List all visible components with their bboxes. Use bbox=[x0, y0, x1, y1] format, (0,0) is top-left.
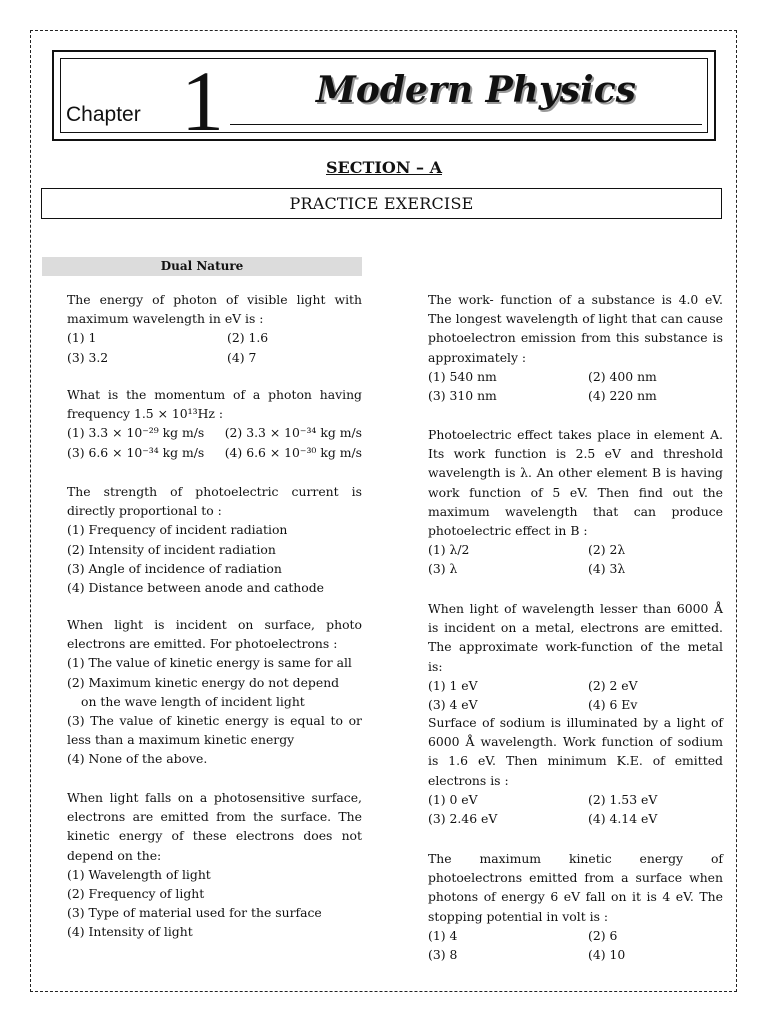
option: (4) 3λ bbox=[588, 561, 626, 577]
option: (1) 3.3 × 10⁻²⁹ kg m/s bbox=[67, 425, 205, 441]
option: (3) Angle of incidence of radiation bbox=[67, 560, 282, 576]
section-heading: SECTION – A bbox=[326, 158, 442, 177]
option: (3) 310 nm bbox=[428, 388, 497, 404]
option: (2) 1.6 bbox=[227, 330, 269, 346]
question-text: Surface of sodium is illuminated by a light of 6000 Å wavelength. Work function of sodium is 1.6 eV. Then minimum K.E. of emitted electrons is : bbox=[428, 715, 723, 788]
option: (4) None of the above. bbox=[67, 751, 208, 767]
option: (4) Distance between anode and cathode bbox=[67, 580, 325, 596]
option: (4) 10 bbox=[588, 947, 626, 963]
question-7 bbox=[428, 425, 723, 579]
option-row bbox=[428, 386, 723, 405]
option: (1) 4 bbox=[428, 927, 458, 943]
option-row bbox=[67, 423, 362, 442]
option: (4) 4.14 eV bbox=[588, 811, 658, 827]
option-row bbox=[67, 348, 362, 367]
question-text: When light is incident on surface, photo electrons are emitted. For photoelectrons : bbox=[67, 617, 362, 652]
question-3 bbox=[67, 482, 362, 597]
option: (1) Frequency of incident radiation bbox=[67, 522, 288, 538]
option: (1) 0 eV bbox=[428, 791, 478, 807]
question-9 bbox=[428, 713, 723, 828]
option: (2) 2λ bbox=[588, 542, 626, 558]
question-text: What is the momentum of a photon having frequency 1.5 × 10¹³Hz : bbox=[67, 387, 362, 422]
option-row bbox=[428, 695, 723, 714]
question-text: The strength of photoelectric current is directly proportional to : bbox=[67, 484, 362, 519]
option-row bbox=[428, 790, 723, 809]
option: (2) 6 bbox=[588, 927, 618, 943]
option-row bbox=[428, 809, 723, 828]
option: (2) 2 eV bbox=[588, 677, 638, 693]
question-4 bbox=[67, 615, 362, 769]
option: (4) 220 nm bbox=[588, 388, 657, 404]
option: (4) 7 bbox=[227, 349, 257, 365]
option: (3) λ bbox=[428, 561, 458, 577]
practice-exercise-title: PRACTICE EXERCISE bbox=[41, 188, 722, 219]
option: (3) The value of kinetic energy is equal to or less than a maximum kinetic energy bbox=[67, 713, 362, 748]
chapter-title: Modern Physics bbox=[316, 69, 636, 111]
topic-heading: Dual Nature bbox=[42, 257, 362, 276]
option: (4) 6 Ev bbox=[588, 697, 638, 713]
option: (3) 6.6 × 10⁻³⁴ kg m/s bbox=[67, 444, 205, 460]
chapter-label: Chapter bbox=[66, 103, 141, 126]
question-6 bbox=[428, 290, 723, 405]
option: (2) Intensity of incident radiation bbox=[67, 541, 276, 557]
option-row bbox=[428, 926, 723, 945]
option: (2) Frequency of light bbox=[67, 886, 205, 902]
option: (2) Maximum kinetic energy do not depend bbox=[67, 674, 340, 690]
option-row bbox=[67, 328, 362, 347]
option: (3) 2.46 eV bbox=[428, 811, 498, 827]
option-row bbox=[428, 367, 723, 386]
option: (2) 3.3 × 10⁻³⁴ kg m/s bbox=[224, 425, 362, 441]
option-row bbox=[428, 540, 723, 559]
option-row bbox=[67, 443, 362, 462]
question-text: The maximum kinetic energy of photoelectrons emitted from a surface when photons of energy 6 eV fall on it is 4 eV. The stopping potential in volt is : bbox=[428, 851, 723, 924]
option: (1) λ/2 bbox=[428, 542, 470, 558]
option-row bbox=[428, 945, 723, 964]
option: (1) Wavelength of light bbox=[67, 866, 211, 882]
option: (4) 6.6 × 10⁻³⁰ kg m/s bbox=[224, 444, 362, 460]
option: (3) 3.2 bbox=[67, 349, 109, 365]
question-text: The energy of photon of visible light with maximum wavelength in eV is : bbox=[67, 292, 362, 327]
chapter-number: 1 bbox=[181, 53, 224, 149]
option: (1) 540 nm bbox=[428, 368, 497, 384]
option: (3) Type of material used for the surface bbox=[67, 905, 322, 921]
chapter-rule bbox=[230, 124, 702, 125]
option: (4) Intensity of light bbox=[67, 924, 193, 940]
question-8 bbox=[428, 599, 723, 714]
question-text: The work- function of a substance is 4.0 eV. The longest wavelength of light that can cause photoelectron emission from this substance is approximately : bbox=[428, 292, 723, 365]
option-row bbox=[428, 559, 723, 578]
option: (1) 1 bbox=[67, 330, 97, 346]
question-10 bbox=[428, 849, 723, 964]
question-2 bbox=[67, 385, 362, 462]
question-5 bbox=[67, 788, 362, 942]
question-text: When light of wavelength lesser than 6000 Å is incident on a metal, electrons are emitted. The approximate work-function of the metal is: bbox=[428, 601, 723, 674]
question-1 bbox=[67, 290, 362, 367]
question-text: When light falls on a photosensitive surface, electrons are emitted from the surface. The kinetic energy of these electrons does not depend on the: bbox=[67, 790, 362, 863]
option: (2) 1.53 eV bbox=[588, 791, 658, 807]
option: (1) The value of kinetic energy is same for all bbox=[67, 655, 352, 671]
option: (3) 4 eV bbox=[428, 697, 478, 713]
option-continuation: on the wave length of incident light bbox=[81, 693, 305, 709]
option: (3) 8 bbox=[428, 947, 458, 963]
option-row bbox=[428, 676, 723, 695]
option: (2) 400 nm bbox=[588, 368, 657, 384]
question-text: Photoelectric effect takes place in element A. Its work function is 2.5 eV and threshold wavelength is λ. An other element B is having work function of 5 eV. Then find out the maximum wavelength that can produce photoelectric effect in B : bbox=[428, 427, 723, 539]
option: (1) 1 eV bbox=[428, 677, 478, 693]
